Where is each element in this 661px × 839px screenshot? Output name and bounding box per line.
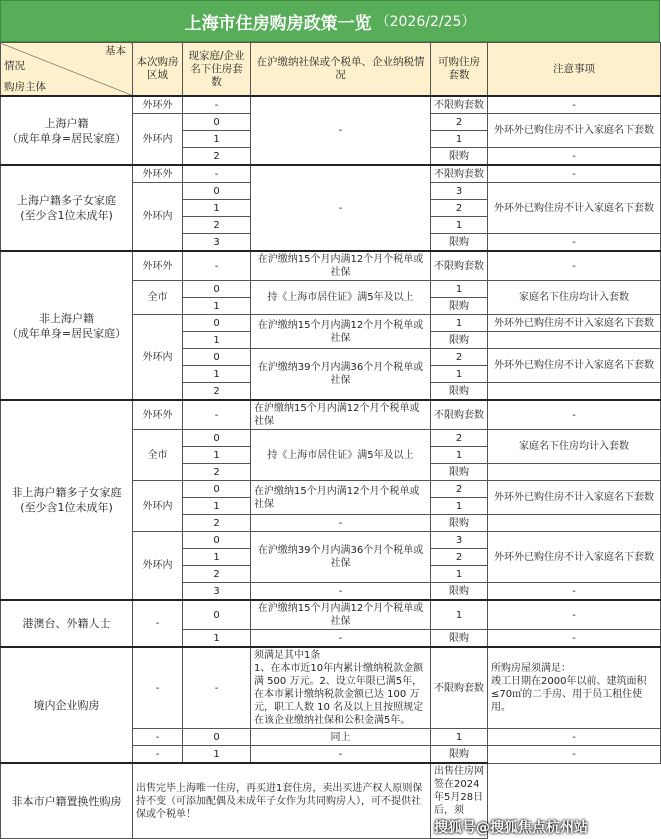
table-cell: 不限购套数 [431,96,488,114]
table-cell: 0 [183,600,251,630]
table-cell: - [488,96,661,114]
title-text: 上海市住房购房政策一览 [184,13,372,34]
table-cell: 3 [183,234,251,252]
table-cell: 0 [183,315,251,332]
table-cell: 1 [431,566,488,583]
table-cell: 1 [431,600,488,630]
table-cell: 外环内 [133,114,183,166]
table-cell: 1 [183,630,251,648]
table-cell: 1 [183,131,251,148]
header-corner [1,43,133,97]
table-cell: 限购 [431,583,488,601]
table-cell: 0 [183,183,251,200]
table-cell: 3 [183,583,251,601]
table-cell: 不限购套数 [431,251,488,281]
table-cell: 全市 [133,430,183,481]
table-cell: 3 [431,183,488,200]
table-cell: 1 [183,200,251,217]
table-row [1,600,661,630]
table-cell: 2 [183,383,251,401]
table-cell: 外环外 [133,400,183,430]
table-cell: 在沪缴纳39个月内满36个月个税单或社保 [251,349,431,401]
table-cell: - [183,647,251,729]
table-cell: 限购 [431,234,488,252]
table-cell: 非本市户籍置换性购房 [1,763,133,839]
table-cell: 限购 [431,332,488,349]
table-cell: 1 [431,281,488,298]
table-cell: 非上海户籍 （成年单身=居民家庭） [1,251,133,400]
table-cell [431,763,588,839]
table-cell: 家庭名下住房均计入套数 [488,281,661,315]
table-cell: 限购 [431,298,488,315]
table-cell: 外环外已购住房不计入家庭名下套数 [488,183,661,234]
table-cell: - [488,148,661,166]
table-cell: 1 [431,498,488,515]
table-cell: 上海户籍 （成年单身=居民家庭） [1,96,133,165]
table-cell: 0 [183,430,251,447]
table-cell: 1 [431,315,488,332]
table-cell: 在沪缴纳15个月内满12个月个税单或社保 [251,315,431,349]
table-cell [488,332,661,349]
table-cell: 0 [183,281,251,298]
table-cell: 非上海户籍多子女家庭 (至少含1位未成年) [1,400,133,600]
table-cell: - [488,600,661,630]
table-cell: 境内企业购房 [1,647,133,763]
table-cell: - [251,630,431,648]
table-cell: 0 [183,729,251,746]
header-row [1,43,661,97]
watermark: 搜狐号@搜狐焦点杭州站 [434,820,588,836]
table-cell: 2 [431,114,488,131]
corner-mid-label: 情况 [4,60,25,72]
corner-bottom-label: 购房主体 [4,81,46,93]
table-cell: - [488,165,661,183]
table-cell: 限购 [431,630,488,648]
table-cell: 在沪缴纳39个月内满36个月个税单或社保 [251,532,431,583]
table-cell [488,515,661,532]
table-row [1,251,661,281]
table-cell: 外环内 [133,481,183,532]
title-date: （2026/2/25） [375,14,476,30]
table-cell: 同上 [251,729,431,746]
table-cell: 港澳台、外籍人士 [1,600,133,647]
table-cell: 须满足其中1条 1、在本市近10年内累计缴纳税款金额满 500 万元。2、设立年限已满5年，在本市累计缴纳税款金额已达 100 万元，职工人数 10 名及以上且按照规定在该企业缴纳社保和公积金满5年。 [251,647,431,729]
table-cell: 限购 [431,746,488,764]
header-purchasable: 可购住房套数 [431,43,488,97]
table-cell: 1 [183,746,251,764]
header-tax-condition: 在沪缴纳社保或个税单、企业纳税情况 [251,43,431,97]
note-text: 出售住房网签在2024年5月28日后，须 [434,766,484,816]
table-cell: 不限购套数 [431,165,488,183]
table-cell: 0 [183,349,251,366]
corner-top-label: 基本 [105,45,126,57]
table-cell: - [183,96,251,114]
table-cell: 1 [183,366,251,383]
table-cell: - [488,583,661,601]
table-cell: 2 [431,481,488,498]
table-cell: 2 [183,148,251,166]
table-cell: 0 [183,114,251,131]
table-cell: 不限购套数 [431,400,488,430]
table-cell: - [251,746,431,764]
table-cell: - [251,165,431,251]
table-cell: 在沪缴纳15个月内满12个月个税单或社保 [251,400,431,430]
table-cell: 外环内 [133,315,183,401]
table-cell: 1 [183,447,251,464]
table-cell: 限购 [431,515,488,532]
table-cell: - [488,729,661,746]
table-cell: 限购 [431,148,488,166]
table-cell: - [183,400,251,430]
table-cell: 所购房屋须满足： 竣工日期在2000年以前、建筑面积≤70㎡的二手房、用于员工租住使用。 [488,647,661,729]
table-cell: 1 [183,332,251,349]
table-cell: 1 [431,729,488,746]
table-cell: 不限购套数 [431,647,488,729]
table-cell: 家庭名下住房均计入套数 [488,430,661,464]
table-cell: 持《上海市居住证》满5年及以上 [251,430,431,481]
table-cell: 1 [431,366,488,383]
table-cell: 0 [183,532,251,549]
table-cell: - [251,96,431,165]
table-cell: 外环外已购住房不计入家庭名下套数 [488,315,661,332]
table-cell: 在沪缴纳15个月内满12个月个税单或社保 [251,481,431,515]
table-cell: - [183,165,251,183]
table-cell: 0 [183,481,251,498]
table-cell: 在沪缴纳15个月内满12个月个税单或社保 [251,251,431,281]
table-cell: 3 [431,532,488,549]
table-cell: - [251,583,431,601]
table-cell: 1 [431,131,488,148]
table-cell: 2 [431,549,488,566]
header-owned-count: 现家庭/企业名下住房套数 [183,43,251,97]
table-cell: 外环内 [133,183,183,252]
table-cell: - [488,630,661,648]
table-cell: - [488,251,661,281]
table-cell [488,383,661,401]
table-cell: 持《上海市居住证》满5年及以上 [251,281,431,315]
table-cell: - [133,746,183,764]
table-cell: 1 [431,447,488,464]
table-row [1,647,661,729]
header-notes: 注意事项 [488,43,661,97]
table-cell: 限购 [431,383,488,401]
table-cell: 2 [431,349,488,366]
table-cell: 1 [183,298,251,315]
table-cell: 2 [431,430,488,447]
table-cell: 外环外已购住房不计入家庭名下套数 [488,114,661,148]
table-cell: 2 [431,200,488,217]
table-row [1,165,661,183]
table-cell [488,464,661,481]
table-cell: 1 [183,549,251,566]
table-cell: 2 [183,464,251,481]
table-row [1,96,661,114]
table-cell: 外环内 [133,532,183,601]
table-cell: 1 [183,498,251,515]
table-cell: 外环外 [133,165,183,183]
table-cell: - [133,729,183,746]
table-cell: 全市 [133,281,183,315]
table-row [1,763,661,839]
table-cell: 2 [183,566,251,583]
table-cell: 外环外 [133,251,183,281]
table-cell: 外环外已购住房不计入家庭名下套数 [488,481,661,515]
table-cell: 1 [431,217,488,234]
table-cell: - [133,647,183,729]
table-cell: 外环外 [133,96,183,114]
table-cell: 上海户籍多子女家庭 (至少含1位未成年) [1,165,133,251]
table-cell: - [488,234,661,252]
table-cell: - [183,251,251,281]
table-cell: 出售完毕上海唯一住房，再买进1套住房，卖出买进产权人原则保持不变（可添加配偶及未成年子女作为共同购房人），可不提供社保或个税单！ [133,763,431,839]
table-cell: - [133,600,183,647]
page-title [0,0,660,42]
table-cell: - [251,515,431,532]
table-cell: 2 [183,217,251,234]
table-cell: - [488,400,661,430]
table-cell: 限购 [431,464,488,481]
table-cell: 在沪缴纳15个月内满12个月个税单或社保 [251,600,431,630]
table-cell: - [488,746,661,764]
table-cell: 外环外已购住房不计入家庭名下套数 [488,532,661,583]
table-row [1,400,661,430]
table-cell: 2 [183,515,251,532]
policy-table [0,42,661,839]
header-area: 本次购房区域 [133,43,183,97]
table-cell: 外环外已购住房不计入家庭名下套数 [488,349,661,383]
